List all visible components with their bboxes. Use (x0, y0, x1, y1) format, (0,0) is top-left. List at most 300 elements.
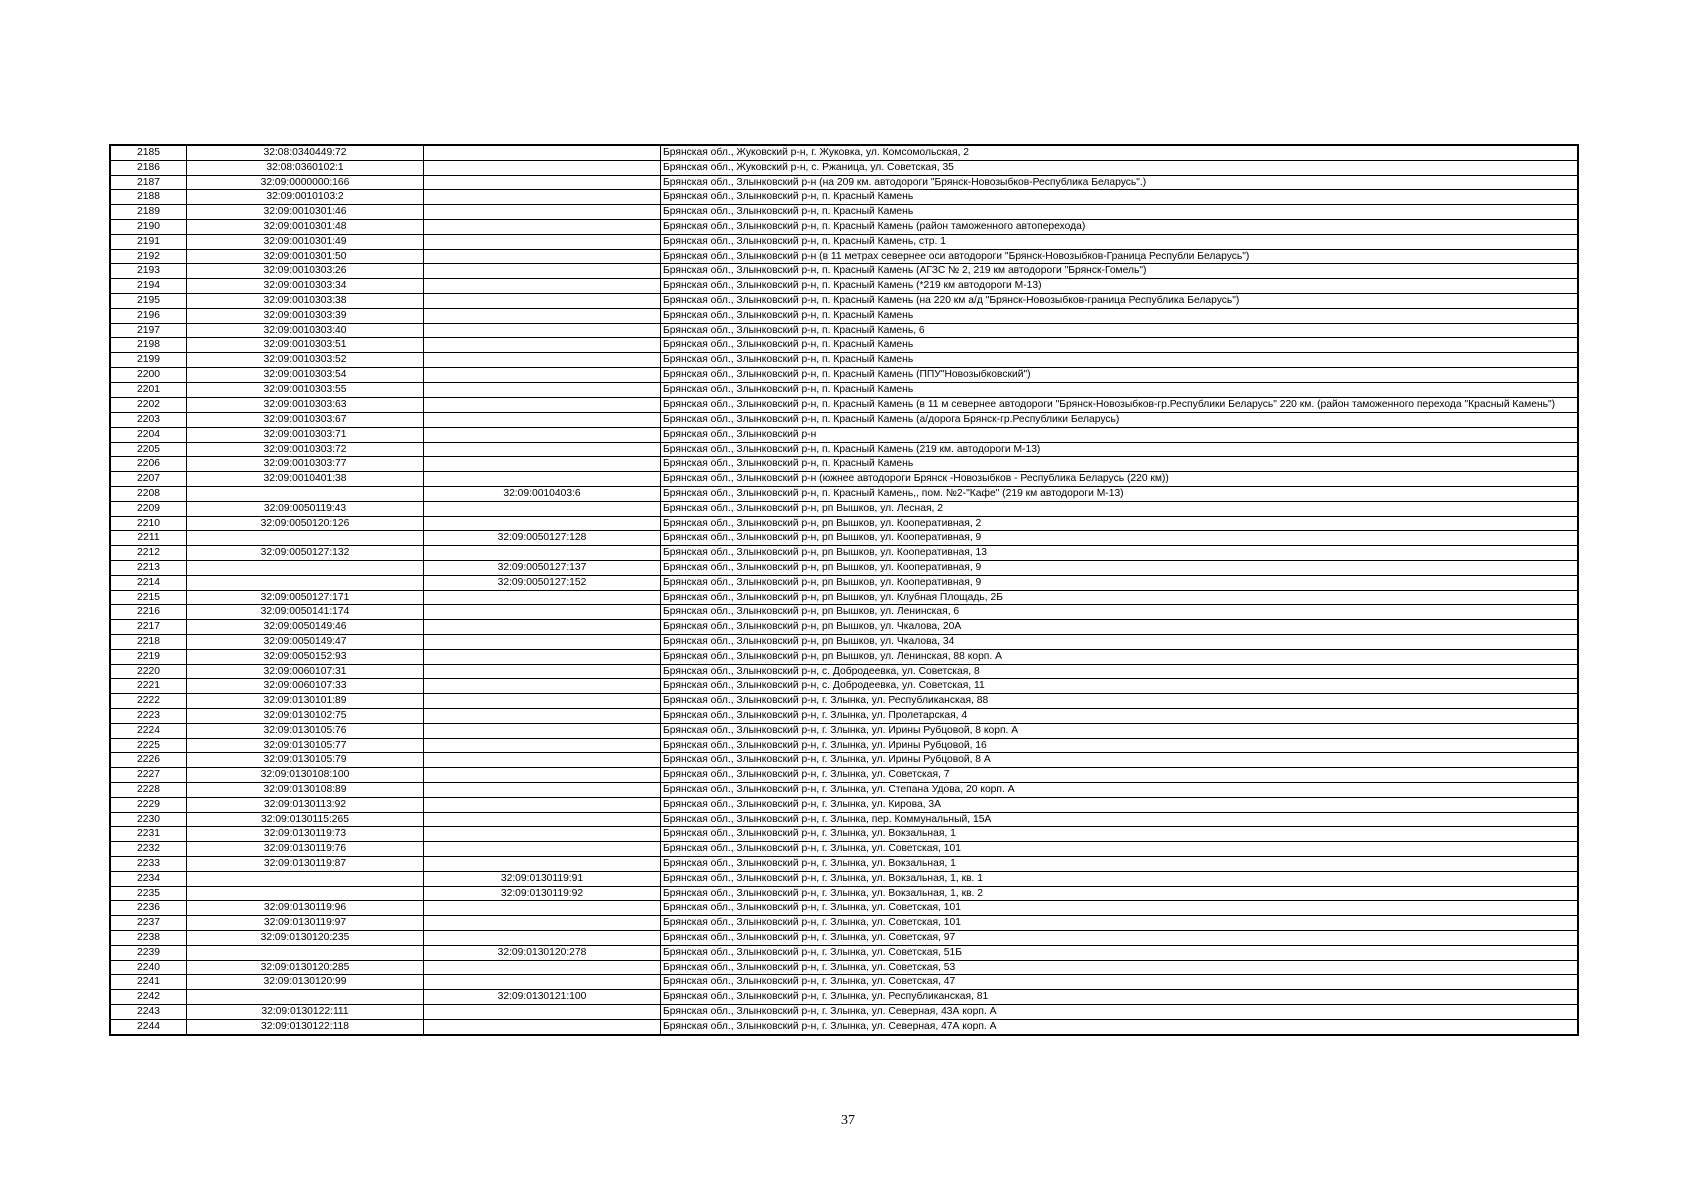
table-row (110, 561, 1578, 576)
table-row (110, 856, 1578, 871)
premises-cadastral-number-cell (424, 516, 661, 531)
address-cell: Брянская обл., Злынковский р-н, г. Злынка, ул. Ирины Рубцовой, 16 (661, 738, 1579, 753)
address-cell: Брянская обл., Злынковский р-н, п. Красный Камень (661, 338, 1579, 353)
table-row (110, 649, 1578, 664)
premises-cadastral-number-cell (424, 664, 661, 679)
premises-cadastral-number-cell (424, 382, 661, 397)
cadastral-number-cell (187, 487, 424, 502)
table-row (110, 338, 1578, 353)
table-row (110, 160, 1578, 175)
row-number-cell: 2200 (110, 367, 187, 382)
row-number-cell: 2209 (110, 501, 187, 516)
row-number-cell: 2189 (110, 205, 187, 220)
cadastral-number-cell: 32:09:0010301:49 (187, 234, 424, 249)
cadastral-number-cell: 32:09:0130122:118 (187, 1019, 424, 1034)
cadastral-number-cell: 32:09:0050119:43 (187, 501, 424, 516)
row-number-cell: 2242 (110, 990, 187, 1005)
row-number-cell: 2196 (110, 308, 187, 323)
table-row (110, 442, 1578, 457)
table-row (110, 605, 1578, 620)
address-cell: Брянская обл., Злынковский р-н, п. Красный Камень (661, 457, 1579, 472)
premises-cadastral-number-cell (424, 708, 661, 723)
address-cell: Брянская обл., Злынковский р-н, г. Злынка, ул. Советская, 101 (661, 901, 1579, 916)
address-cell: Брянская обл., Жуковский р-н, с. Ржаница, ул. Советская, 35 (661, 160, 1579, 175)
premises-cadastral-number-cell (424, 279, 661, 294)
premises-cadastral-number-cell (424, 293, 661, 308)
address-cell: Брянская обл., Злынковский р-н, с. Добродеевка, ул. Советская, 8 (661, 664, 1579, 679)
row-number-cell: 2198 (110, 338, 187, 353)
premises-cadastral-number-cell (424, 145, 661, 160)
table-row (110, 797, 1578, 812)
cadastral-number-cell: 32:09:0010303:77 (187, 457, 424, 472)
registry-table-body (110, 145, 1578, 1035)
cadastral-number-cell: 32:09:0010301:50 (187, 249, 424, 264)
address-cell: Брянская обл., Злынковский р-н, рп Вышков, ул. Кооперативная, 9 (661, 575, 1579, 590)
premises-cadastral-number-cell: 32:09:0050127:128 (424, 531, 661, 546)
address-cell: Брянская обл., Злынковский р-н, п. Красный Камень (а/дорога Брянск-гр.Республики Беларусь) (661, 413, 1579, 428)
address-cell: Брянская обл., Злынковский р-н, г. Злынка, ул. Советская, 51Б (661, 945, 1579, 960)
premises-cadastral-number-cell: 32:09:0130119:91 (424, 871, 661, 886)
premises-cadastral-number-cell (424, 308, 661, 323)
premises-cadastral-number-cell (424, 1019, 661, 1034)
premises-cadastral-number-cell (424, 397, 661, 413)
cadastral-number-cell: 32:09:0130105:79 (187, 753, 424, 768)
address-cell: Брянская обл., Злынковский р-н, п. Красный Камень (661, 205, 1579, 220)
cadastral-number-cell: 32:09:0010303:54 (187, 367, 424, 382)
premises-cadastral-number-cell (424, 635, 661, 650)
table-row (110, 279, 1578, 294)
address-cell: Брянская обл., Злынковский р-н, п. Красный Камень (*219 км автодороги М-13) (661, 279, 1579, 294)
row-number-cell: 2235 (110, 886, 187, 901)
row-number-cell: 2228 (110, 782, 187, 797)
row-number-cell: 2205 (110, 442, 187, 457)
address-cell: Брянская обл., Злынковский р-н, г. Злынка, ул. Республиканская, 88 (661, 694, 1579, 709)
cadastral-number-cell: 32:09:0010301:48 (187, 219, 424, 234)
cadastral-number-cell: 32:09:0050149:46 (187, 620, 424, 635)
table-row (110, 842, 1578, 857)
premises-cadastral-number-cell: 32:09:0050127:137 (424, 561, 661, 576)
premises-cadastral-number-cell (424, 649, 661, 664)
cadastral-number-cell (187, 575, 424, 590)
table-row (110, 753, 1578, 768)
premises-cadastral-number-cell (424, 723, 661, 738)
premises-cadastral-number-cell (424, 472, 661, 487)
premises-cadastral-number-cell (424, 1004, 661, 1019)
cadastral-number-cell: 32:09:0130120:235 (187, 930, 424, 945)
address-cell: Брянская обл., Злынковский р-н, п. Красный Камень, 6 (661, 323, 1579, 338)
premises-cadastral-number-cell: 32:09:0010403:6 (424, 487, 661, 502)
table-row (110, 427, 1578, 442)
cadastral-number-cell: 32:09:0010303:55 (187, 382, 424, 397)
address-cell: Брянская обл., Злынковский р-н, п. Красный Камень (на 220 км а/д "Брянск-Новозыбков-граница Республика Беларусь") (661, 293, 1579, 308)
table-row (110, 768, 1578, 783)
address-cell: Брянская обл., Злынковский р-н, п. Красный Камень (661, 382, 1579, 397)
cadastral-number-cell: 32:09:0130113:92 (187, 797, 424, 812)
cadastral-number-cell: 32:08:0360102:1 (187, 160, 424, 175)
address-cell: Брянская обл., Злынковский р-н, г. Злынка, ул. Северная, 43А корп. А (661, 1004, 1579, 1019)
cadastral-number-cell: 32:09:0130108:89 (187, 782, 424, 797)
cadastral-number-cell: 32:09:0130119:87 (187, 856, 424, 871)
premises-cadastral-number-cell (424, 353, 661, 368)
premises-cadastral-number-cell (424, 264, 661, 279)
address-cell: Брянская обл., Злынковский р-н, г. Злынка, ул. Советская, 47 (661, 975, 1579, 990)
row-number-cell: 2214 (110, 575, 187, 590)
table-row (110, 620, 1578, 635)
premises-cadastral-number-cell (424, 782, 661, 797)
premises-cadastral-number-cell (424, 694, 661, 709)
address-cell: Брянская обл., Злынковский р-н, рп Вышков, ул. Ленинская, 88 корп. А (661, 649, 1579, 664)
address-cell: Брянская обл., Злынковский р-н, п. Красный Камень (219 км. автодороги М-13) (661, 442, 1579, 457)
row-number-cell: 2187 (110, 175, 187, 190)
premises-cadastral-number-cell: 32:09:0050127:152 (424, 575, 661, 590)
table-row (110, 901, 1578, 916)
premises-cadastral-number-cell: 32:09:0130121:100 (424, 990, 661, 1005)
premises-cadastral-number-cell (424, 442, 661, 457)
premises-cadastral-number-cell (424, 590, 661, 605)
cadastral-number-cell: 32:09:0130119:76 (187, 842, 424, 857)
row-number-cell: 2192 (110, 249, 187, 264)
address-cell: Брянская обл., Злынковский р-н, с. Добродеевка, ул. Советская, 11 (661, 679, 1579, 694)
row-number-cell: 2193 (110, 264, 187, 279)
cadastral-number-cell (187, 886, 424, 901)
address-cell: Брянская обл., Злынковский р-н, г. Злынка, ул. Пролетарская, 4 (661, 708, 1579, 723)
table-row (110, 723, 1578, 738)
row-number-cell: 2188 (110, 190, 187, 205)
premises-cadastral-number-cell (424, 901, 661, 916)
address-cell: Брянская обл., Злынковский р-н (в 11 метрах севернее оси автодороги "Брянск-Новозыбков-Граница Республи Беларусь") (661, 249, 1579, 264)
row-number-cell: 2207 (110, 472, 187, 487)
table-row (110, 590, 1578, 605)
cadastral-number-cell (187, 531, 424, 546)
table-row (110, 353, 1578, 368)
row-number-cell: 2185 (110, 145, 187, 160)
table-row (110, 472, 1578, 487)
table-row (110, 960, 1578, 975)
table-row (110, 930, 1578, 945)
cadastral-number-cell: 32:09:0050149:47 (187, 635, 424, 650)
address-cell: Брянская обл., Злынковский р-н, г. Злынка, ул. Республиканская, 81 (661, 990, 1579, 1005)
cadastral-number-cell: 32:09:0010301:46 (187, 205, 424, 220)
address-cell: Брянская обл., Злынковский р-н, п. Красный Камень (661, 190, 1579, 205)
cadastral-number-cell: 32:09:0130119:73 (187, 827, 424, 842)
table-row (110, 990, 1578, 1005)
cadastral-number-cell: 32:09:0130119:96 (187, 901, 424, 916)
premises-cadastral-number-cell (424, 367, 661, 382)
cadastral-number-cell: 32:09:0010303:71 (187, 427, 424, 442)
row-number-cell: 2208 (110, 487, 187, 502)
address-cell: Брянская обл., Злынковский р-н, п. Красный Камень, стр. 1 (661, 234, 1579, 249)
row-number-cell: 2211 (110, 531, 187, 546)
address-cell: Брянская обл., Злынковский р-н, г. Злынка, ул. Ирины Рубцовой, 8 А (661, 753, 1579, 768)
cadastral-number-cell: 32:09:0000000:166 (187, 175, 424, 190)
address-cell: Брянская обл., Злынковский р-н, п. Красный Камень (АГЗС № 2, 219 км автодороги "Брянск-Гомель") (661, 264, 1579, 279)
address-cell: Брянская обл., Злынковский р-н, г. Злынка, ул. Кирова, 3А (661, 797, 1579, 812)
premises-cadastral-number-cell (424, 160, 661, 175)
cadastral-number-cell: 32:09:0010103:2 (187, 190, 424, 205)
row-number-cell: 2240 (110, 960, 187, 975)
table-row (110, 457, 1578, 472)
premises-cadastral-number-cell (424, 234, 661, 249)
row-number-cell: 2225 (110, 738, 187, 753)
address-cell: Брянская обл., Злынковский р-н, п. Красный Камень (661, 353, 1579, 368)
address-cell: Брянская обл., Злынковский р-н, рп Вышков, ул. Кооперативная, 9 (661, 561, 1579, 576)
premises-cadastral-number-cell (424, 546, 661, 561)
address-cell: Брянская обл., Злынковский р-н, г. Злынка, ул. Вокзальная, 1, кв. 1 (661, 871, 1579, 886)
premises-cadastral-number-cell (424, 960, 661, 975)
table-row (110, 501, 1578, 516)
cadastral-number-cell: 32:09:0010303:39 (187, 308, 424, 323)
row-number-cell: 2210 (110, 516, 187, 531)
address-cell: Брянская обл., Злынковский р-н, п. Красный Камень (в 11 м севернее автодороги "Брянск-Новозыбков-гр.Республики Беларусь" 220 км. (район таможенного перехода "Красный Камень") (661, 397, 1579, 413)
table-row (110, 738, 1578, 753)
cadastral-number-cell (187, 945, 424, 960)
address-cell: Брянская обл., Злынковский р-н, п. Красный Камень (661, 308, 1579, 323)
table-row (110, 367, 1578, 382)
row-number-cell: 2213 (110, 561, 187, 576)
row-number-cell: 2204 (110, 427, 187, 442)
row-number-cell: 2194 (110, 279, 187, 294)
row-number-cell: 2195 (110, 293, 187, 308)
row-number-cell: 2190 (110, 219, 187, 234)
row-number-cell: 2217 (110, 620, 187, 635)
table-row (110, 1004, 1578, 1019)
table-row (110, 264, 1578, 279)
cadastral-number-cell: 32:09:0130108:100 (187, 768, 424, 783)
table-row (110, 323, 1578, 338)
premises-cadastral-number-cell (424, 205, 661, 220)
address-cell: Брянская обл., Злынковский р-н, г. Злынка, ул. Советская, 101 (661, 842, 1579, 857)
cadastral-number-cell: 32:09:0010303:40 (187, 323, 424, 338)
premises-cadastral-number-cell (424, 501, 661, 516)
table-row (110, 413, 1578, 428)
row-number-cell: 2223 (110, 708, 187, 723)
cadastral-number-cell: 32:09:0050120:126 (187, 516, 424, 531)
premises-cadastral-number-cell (424, 812, 661, 827)
address-cell: Брянская обл., Злынковский р-н, рп Вышков, ул. Клубная Площадь, 2Б (661, 590, 1579, 605)
cadastral-number-cell: 32:09:0130120:99 (187, 975, 424, 990)
row-number-cell: 2239 (110, 945, 187, 960)
row-number-cell: 2186 (110, 160, 187, 175)
row-number-cell: 2191 (110, 234, 187, 249)
cadastral-number-cell: 32:09:0130101:89 (187, 694, 424, 709)
row-number-cell: 2219 (110, 649, 187, 664)
cadastral-number-cell: 32:09:0010401:38 (187, 472, 424, 487)
premises-cadastral-number-cell (424, 916, 661, 931)
cadastral-number-cell: 32:08:0340449:72 (187, 145, 424, 160)
row-number-cell: 2237 (110, 916, 187, 931)
table-row (110, 190, 1578, 205)
row-number-cell: 2227 (110, 768, 187, 783)
row-number-cell: 2202 (110, 397, 187, 413)
table-row (110, 694, 1578, 709)
row-number-cell: 2222 (110, 694, 187, 709)
row-number-cell: 2243 (110, 1004, 187, 1019)
registry-table (109, 144, 1579, 1036)
row-number-cell: 2197 (110, 323, 187, 338)
premises-cadastral-number-cell (424, 930, 661, 945)
row-number-cell: 2229 (110, 797, 187, 812)
address-cell: Брянская обл., Злынковский р-н, п. Красный Камень,, пом. №2-"Кафе" (219 км автодороги М-13) (661, 487, 1579, 502)
address-cell: Брянская обл., Злынковский р-н, рп Вышков, ул. Кооперативная, 2 (661, 516, 1579, 531)
table-row (110, 145, 1578, 160)
premises-cadastral-number-cell (424, 249, 661, 264)
address-cell: Брянская обл., Злынковский р-н (южнее автодороги Брянск -Новозыбков - Республика Беларусь (220 км)) (661, 472, 1579, 487)
premises-cadastral-number-cell: 32:09:0130119:92 (424, 886, 661, 901)
table-row (110, 635, 1578, 650)
table-row (110, 575, 1578, 590)
address-cell: Брянская обл., Жуковский р-н, г. Жуковка, ул. Комсомольская, 2 (661, 145, 1579, 160)
row-number-cell: 2236 (110, 901, 187, 916)
premises-cadastral-number-cell: 32:09:0130120:278 (424, 945, 661, 960)
table-row (110, 546, 1578, 561)
cadastral-number-cell: 32:09:0010303:26 (187, 264, 424, 279)
table-row (110, 531, 1578, 546)
row-number-cell: 2238 (110, 930, 187, 945)
address-cell: Брянская обл., Злынковский р-н, г. Злынка, ул. Северная, 47А корп. А (661, 1019, 1579, 1034)
table-row (110, 234, 1578, 249)
table-row (110, 871, 1578, 886)
table-row (110, 219, 1578, 234)
row-number-cell: 2215 (110, 590, 187, 605)
table-row (110, 916, 1578, 931)
table-row (110, 708, 1578, 723)
table-row (110, 397, 1578, 413)
address-cell: Брянская обл., Злынковский р-н, г. Злынка, ул. Советская, 53 (661, 960, 1579, 975)
cadastral-number-cell (187, 561, 424, 576)
premises-cadastral-number-cell (424, 338, 661, 353)
address-cell: Брянская обл., Злынковский р-н, г. Злынка, ул. Вокзальная, 1, кв. 2 (661, 886, 1579, 901)
row-number-cell: 2218 (110, 635, 187, 650)
premises-cadastral-number-cell (424, 457, 661, 472)
table-row (110, 308, 1578, 323)
table-row (110, 249, 1578, 264)
page-number: 37 (841, 1113, 855, 1128)
address-cell: Брянская обл., Злынковский р-н, г. Злынка, пер. Коммунальный, 15А (661, 812, 1579, 827)
row-number-cell: 2221 (110, 679, 187, 694)
table-row (110, 487, 1578, 502)
row-number-cell: 2244 (110, 1019, 187, 1034)
premises-cadastral-number-cell (424, 797, 661, 812)
table-row (110, 782, 1578, 797)
table-row (110, 827, 1578, 842)
cadastral-number-cell: 32:09:0130102:75 (187, 708, 424, 723)
table-row (110, 975, 1578, 990)
address-cell: Брянская обл., Злынковский р-н, п. Красный Камень (ППУ"Новозыбковский") (661, 367, 1579, 382)
table-row (110, 293, 1578, 308)
row-number-cell: 2201 (110, 382, 187, 397)
table-row (110, 812, 1578, 827)
address-cell: Брянская обл., Злынковский р-н, г. Злынка, ул. Вокзальная, 1 (661, 827, 1579, 842)
premises-cadastral-number-cell (424, 323, 661, 338)
premises-cadastral-number-cell (424, 827, 661, 842)
cadastral-number-cell: 32:09:0010303:38 (187, 293, 424, 308)
address-cell: Брянская обл., Злынковский р-н, рп Вышков, ул. Лесная, 2 (661, 501, 1579, 516)
cadastral-number-cell: 32:09:0060107:31 (187, 664, 424, 679)
cadastral-number-cell: 32:09:0010303:51 (187, 338, 424, 353)
cadastral-number-cell: 32:09:0010303:34 (187, 279, 424, 294)
premises-cadastral-number-cell (424, 605, 661, 620)
table-row (110, 382, 1578, 397)
premises-cadastral-number-cell (424, 413, 661, 428)
cadastral-number-cell (187, 871, 424, 886)
premises-cadastral-number-cell (424, 768, 661, 783)
premises-cadastral-number-cell (424, 620, 661, 635)
cadastral-number-cell: 32:09:0050152:93 (187, 649, 424, 664)
address-cell: Брянская обл., Злынковский р-н, рп Вышков, ул. Кооперативная, 9 (661, 531, 1579, 546)
premises-cadastral-number-cell (424, 219, 661, 234)
cadastral-number-cell: 32:09:0050127:171 (187, 590, 424, 605)
table-row (110, 945, 1578, 960)
row-number-cell: 2226 (110, 753, 187, 768)
premises-cadastral-number-cell (424, 842, 661, 857)
address-cell: Брянская обл., Злынковский р-н, рп Вышков, ул. Чкалова, 34 (661, 635, 1579, 650)
address-cell: Брянская обл., Злынковский р-н, г. Злынка, ул. Ирины Рубцовой, 8 корп. А (661, 723, 1579, 738)
row-number-cell: 2233 (110, 856, 187, 871)
premises-cadastral-number-cell (424, 738, 661, 753)
address-cell: Брянская обл., Злынковский р-н, рп Вышков, ул. Чкалова, 20А (661, 620, 1579, 635)
row-number-cell: 2216 (110, 605, 187, 620)
address-cell: Брянская обл., Злынковский р-н, г. Злынка, ул. Советская, 101 (661, 916, 1579, 931)
table-row (110, 886, 1578, 901)
premises-cadastral-number-cell (424, 975, 661, 990)
address-cell: Брянская обл., Злынковский р-н, г. Злынка, ул. Советская, 7 (661, 768, 1579, 783)
cadastral-number-cell: 32:09:0130122:111 (187, 1004, 424, 1019)
cadastral-number-cell: 32:09:0010303:63 (187, 397, 424, 413)
address-cell: Брянская обл., Злынковский р-н, п. Красный Камень (район таможенного автоперехода) (661, 219, 1579, 234)
table-row (110, 679, 1578, 694)
row-number-cell: 2212 (110, 546, 187, 561)
cadastral-number-cell: 32:09:0130119:97 (187, 916, 424, 931)
table-row (110, 516, 1578, 531)
cadastral-number-cell: 32:09:0050141:174 (187, 605, 424, 620)
address-cell: Брянская обл., Злынковский р-н (на 209 км. автодороги "Брянск-Новозыбков-Республика Беларусь".) (661, 175, 1579, 190)
cadastral-number-cell: 32:09:0060107:33 (187, 679, 424, 694)
premises-cadastral-number-cell (424, 753, 661, 768)
row-number-cell: 2199 (110, 353, 187, 368)
row-number-cell: 2220 (110, 664, 187, 679)
cadastral-number-cell: 32:09:0010303:72 (187, 442, 424, 457)
table-row (110, 1019, 1578, 1034)
cadastral-number-cell: 32:09:0050127:132 (187, 546, 424, 561)
address-cell: Брянская обл., Злынковский р-н, рп Вышков, ул. Кооперативная, 13 (661, 546, 1579, 561)
row-number-cell: 2232 (110, 842, 187, 857)
address-cell: Брянская обл., Злынковский р-н, г. Злынка, ул. Степана Удова, 20 корп. А (661, 782, 1579, 797)
row-number-cell: 2231 (110, 827, 187, 842)
row-number-cell: 2224 (110, 723, 187, 738)
cadastral-number-cell: 32:09:0130105:76 (187, 723, 424, 738)
table-row (110, 175, 1578, 190)
address-cell: Брянская обл., Злынковский р-н, рп Вышков, ул. Ленинская, 6 (661, 605, 1579, 620)
premises-cadastral-number-cell (424, 190, 661, 205)
table-row (110, 664, 1578, 679)
premises-cadastral-number-cell (424, 679, 661, 694)
premises-cadastral-number-cell (424, 856, 661, 871)
address-cell: Брянская обл., Злынковский р-н, г. Злынка, ул. Вокзальная, 1 (661, 856, 1579, 871)
premises-cadastral-number-cell (424, 427, 661, 442)
address-cell: Брянская обл., Злынковский р-н, г. Злынка, ул. Советская, 97 (661, 930, 1579, 945)
row-number-cell: 2206 (110, 457, 187, 472)
cadastral-number-cell: 32:09:0130120:285 (187, 960, 424, 975)
table-row (110, 205, 1578, 220)
cadastral-number-cell: 32:09:0130115:265 (187, 812, 424, 827)
premises-cadastral-number-cell (424, 175, 661, 190)
row-number-cell: 2230 (110, 812, 187, 827)
address-cell: Брянская обл., Злынковский р-н (661, 427, 1579, 442)
cadastral-number-cell: 32:09:0010303:52 (187, 353, 424, 368)
cadastral-number-cell: 32:09:0010303:67 (187, 413, 424, 428)
cadastral-number-cell: 32:09:0130105:77 (187, 738, 424, 753)
row-number-cell: 2241 (110, 975, 187, 990)
